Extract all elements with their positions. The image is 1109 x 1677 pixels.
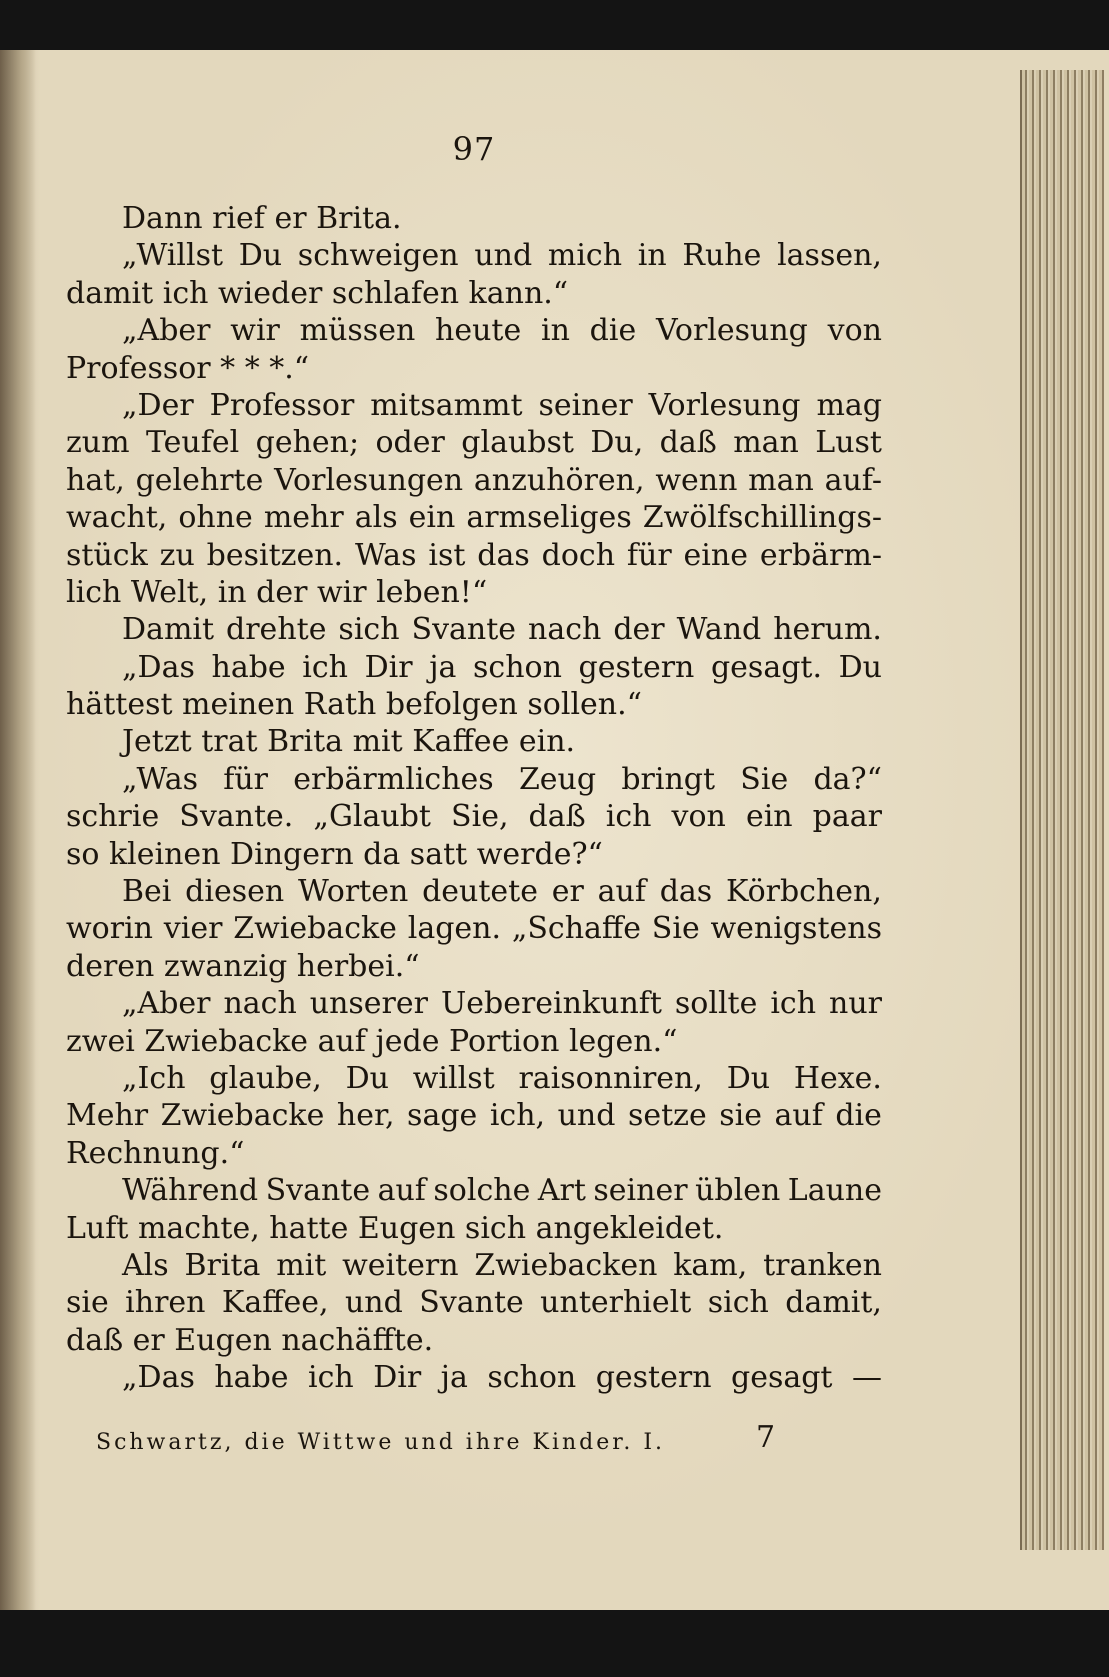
line-text: daß er Eugen nachäffte. bbox=[66, 1322, 434, 1358]
text-line bbox=[66, 985, 882, 1022]
text-line bbox=[66, 948, 882, 985]
word: Körbchen, bbox=[725, 874, 882, 910]
word: Teufel bbox=[145, 425, 240, 461]
word: Svante bbox=[419, 1285, 524, 1321]
word: Vorlesung bbox=[648, 387, 801, 423]
word: „Aber bbox=[122, 986, 211, 1022]
word: und bbox=[557, 1098, 616, 1134]
word: bringt bbox=[621, 761, 716, 797]
word: sie bbox=[66, 1285, 109, 1321]
word: ihren bbox=[125, 1285, 206, 1321]
word: „Aber bbox=[122, 313, 211, 349]
word: Zeug bbox=[518, 761, 597, 797]
word: Mehr bbox=[66, 1098, 149, 1134]
word: erbärmliches bbox=[293, 761, 494, 797]
text-line bbox=[66, 1023, 882, 1060]
line-text: Dann rief er Brita. bbox=[122, 201, 402, 236]
line-text: deren zwanzig herbei.“ bbox=[66, 948, 420, 984]
word: „Willst bbox=[122, 238, 224, 274]
word: anzuhören, bbox=[473, 462, 645, 498]
word: oder bbox=[375, 425, 445, 461]
text-line bbox=[66, 424, 882, 461]
word: erbärm- bbox=[759, 537, 882, 573]
word: „Das bbox=[122, 649, 195, 685]
word: da?“ bbox=[813, 761, 882, 797]
word: ich bbox=[770, 986, 817, 1022]
word: Ruhe bbox=[682, 238, 762, 274]
word: Damit bbox=[122, 612, 215, 648]
text-line bbox=[66, 387, 882, 424]
word: Laune bbox=[787, 1173, 882, 1209]
word: unterhielt bbox=[540, 1285, 692, 1321]
word: er bbox=[551, 874, 584, 910]
word: Zwiebacke bbox=[233, 911, 397, 947]
word: diesen bbox=[185, 874, 285, 910]
word: auf bbox=[377, 1173, 426, 1209]
word: und bbox=[344, 1285, 403, 1321]
word: eine bbox=[683, 537, 748, 573]
text-line bbox=[66, 873, 882, 910]
word: gesagt bbox=[730, 1360, 833, 1396]
text-line bbox=[66, 574, 882, 611]
word: ich bbox=[605, 799, 652, 835]
word: Zwiebacken bbox=[474, 1247, 658, 1283]
word: willst bbox=[412, 1060, 495, 1096]
word: Du bbox=[726, 1060, 771, 1096]
text-line bbox=[66, 1322, 882, 1359]
text-line bbox=[66, 499, 882, 536]
word: mich bbox=[547, 238, 623, 274]
word: Dir bbox=[364, 649, 413, 685]
word: habe bbox=[211, 649, 286, 685]
text-line bbox=[66, 761, 882, 798]
word: raisonniren, bbox=[518, 1060, 703, 1096]
word: damit, bbox=[785, 1285, 882, 1321]
word: Uebereinkunft bbox=[440, 986, 662, 1022]
word: Worten bbox=[297, 874, 409, 910]
word: — bbox=[851, 1360, 882, 1396]
word: Wand bbox=[676, 612, 762, 648]
word: Als bbox=[122, 1247, 169, 1283]
word: nur bbox=[829, 986, 882, 1022]
text-line bbox=[66, 237, 882, 274]
text-line bbox=[66, 649, 882, 686]
line-text: hättest meinen Rath befolgen sollen.“ bbox=[66, 687, 642, 723]
word: herum. bbox=[773, 612, 882, 648]
word: sage bbox=[407, 1098, 478, 1134]
word: schon bbox=[487, 1360, 577, 1396]
line-text: damit ich wieder schlafen kann.“ bbox=[66, 275, 569, 311]
line-text: zwei Zwiebacke auf jede Portion legen.“ bbox=[66, 1023, 678, 1059]
word: Vorlesung bbox=[655, 313, 808, 349]
word: hat, bbox=[66, 462, 125, 498]
text-line bbox=[66, 1060, 882, 1097]
word: Während bbox=[122, 1173, 259, 1209]
word: Lust bbox=[815, 425, 882, 461]
text-line bbox=[66, 723, 882, 760]
word: doch bbox=[541, 537, 616, 573]
word: sich bbox=[338, 612, 400, 648]
word: ich, bbox=[489, 1098, 546, 1134]
line-text: so kleinen Dingern da satt werde?“ bbox=[66, 836, 603, 872]
word: glaubst bbox=[461, 425, 574, 461]
word: wenn bbox=[655, 462, 738, 498]
word: zu bbox=[159, 537, 195, 573]
word: heute bbox=[435, 313, 522, 349]
word: nach bbox=[223, 986, 297, 1022]
text-line bbox=[66, 686, 882, 723]
word: Professor bbox=[209, 387, 355, 423]
word: seiner bbox=[538, 387, 633, 423]
word: Du bbox=[838, 649, 882, 685]
word: daß bbox=[528, 799, 586, 835]
word: ein bbox=[408, 500, 456, 536]
word: auf- bbox=[824, 462, 882, 498]
word: wenigstens bbox=[710, 911, 882, 947]
word: gelehrte bbox=[135, 462, 264, 498]
word: üblen bbox=[695, 1173, 781, 1209]
word: Brita bbox=[184, 1247, 261, 1283]
word: auf bbox=[597, 874, 646, 910]
word: ein bbox=[745, 799, 793, 835]
word: müssen bbox=[299, 313, 416, 349]
text-line bbox=[66, 611, 882, 648]
word: drehte bbox=[226, 612, 327, 648]
word: „Ich bbox=[122, 1060, 186, 1096]
text-line bbox=[66, 910, 882, 947]
word: der bbox=[613, 612, 665, 648]
word: zum bbox=[66, 425, 130, 461]
word: armseliges bbox=[466, 500, 632, 536]
word: Bei bbox=[122, 874, 172, 910]
word: solche bbox=[433, 1173, 531, 1209]
word: sollte bbox=[674, 986, 758, 1022]
word: gestern bbox=[595, 1360, 712, 1396]
word: wir bbox=[230, 313, 280, 349]
word: vier bbox=[163, 911, 223, 947]
word: Du, bbox=[590, 425, 644, 461]
text-line bbox=[66, 312, 882, 349]
text-line bbox=[66, 200, 882, 237]
word: gesagt. bbox=[710, 649, 823, 685]
text-line bbox=[66, 798, 882, 835]
word: „Der bbox=[122, 387, 194, 423]
word: „Glaubt bbox=[313, 799, 431, 835]
word: Du bbox=[345, 1060, 389, 1096]
word: gehen; bbox=[255, 425, 360, 461]
word: Sie bbox=[740, 761, 789, 797]
line-text: Jetzt trat Brita mit Kaffee ein. bbox=[122, 724, 576, 760]
word: „Das bbox=[122, 1360, 195, 1396]
text-line bbox=[66, 537, 882, 574]
word: Zwiebacke bbox=[160, 1098, 325, 1134]
word: mit bbox=[276, 1247, 327, 1283]
word: von bbox=[671, 799, 726, 835]
word: stück bbox=[66, 537, 148, 573]
word: ich bbox=[308, 1360, 354, 1396]
line-text: Luft machte, hatte Eugen sich angekleidet. bbox=[66, 1210, 724, 1246]
word: ohne bbox=[178, 500, 253, 536]
word: die bbox=[589, 313, 637, 349]
word: her, bbox=[336, 1098, 395, 1134]
word: von bbox=[827, 313, 882, 349]
word: in bbox=[541, 313, 570, 349]
signature-mark: 7 bbox=[756, 1420, 776, 1455]
word: habe bbox=[214, 1360, 289, 1396]
word: für bbox=[626, 537, 672, 573]
word: und bbox=[474, 238, 533, 274]
word: Hexe. bbox=[793, 1060, 882, 1096]
word: Sie bbox=[651, 911, 700, 947]
word: deutete bbox=[422, 874, 538, 910]
text-line bbox=[66, 1097, 882, 1134]
word: tranken bbox=[763, 1247, 882, 1283]
text-line bbox=[66, 1359, 882, 1396]
word: gestern bbox=[578, 649, 695, 685]
text-lines bbox=[66, 200, 882, 1397]
word: „Was bbox=[122, 761, 198, 797]
word: worin bbox=[66, 911, 153, 947]
word: die bbox=[835, 1098, 882, 1134]
text-line bbox=[66, 1284, 882, 1321]
word: schweigen bbox=[297, 238, 459, 274]
word: unserer bbox=[309, 986, 428, 1022]
word: Svante bbox=[265, 1173, 371, 1209]
word: Kaffee, bbox=[221, 1285, 329, 1321]
word: man bbox=[748, 462, 814, 498]
word: glaube, bbox=[209, 1060, 322, 1096]
page-number: 97 bbox=[452, 130, 496, 168]
word: das bbox=[659, 874, 713, 910]
text-line bbox=[66, 275, 882, 312]
word: Vorlesungen bbox=[274, 462, 464, 498]
text-line bbox=[66, 836, 882, 873]
word: wacht, bbox=[66, 500, 168, 536]
text-line bbox=[66, 1247, 882, 1284]
text-line bbox=[66, 462, 882, 499]
word: kam, bbox=[673, 1247, 748, 1283]
word: sie bbox=[719, 1098, 762, 1134]
word: Art bbox=[537, 1173, 586, 1209]
word: „Schaffe bbox=[511, 911, 641, 947]
text-line bbox=[66, 1172, 882, 1209]
line-text: Professor * * *.“ bbox=[66, 350, 310, 386]
word: Svante. bbox=[179, 799, 294, 835]
line-text: lich Welt, in der wir leben!“ bbox=[66, 574, 488, 610]
word: mehr bbox=[263, 500, 344, 536]
word: nach bbox=[528, 612, 602, 648]
word: Du bbox=[238, 238, 283, 274]
word: Svante bbox=[411, 612, 517, 648]
word: man bbox=[733, 425, 799, 461]
line-text: Rechnung.“ bbox=[66, 1135, 245, 1171]
word: paar bbox=[812, 799, 882, 835]
word: mag bbox=[816, 387, 882, 423]
word: Was bbox=[354, 537, 417, 573]
running-footer: Schwartz, die Wittwe und ihre Kinder. I. bbox=[96, 1430, 666, 1455]
word: mitsammt bbox=[370, 387, 523, 423]
word: lagen. bbox=[407, 911, 502, 947]
word: setze bbox=[627, 1098, 707, 1134]
word: schon bbox=[473, 649, 562, 685]
word: auf bbox=[774, 1098, 823, 1134]
text-line bbox=[66, 350, 882, 387]
word: besitzen. bbox=[206, 537, 344, 573]
word: ja bbox=[440, 1360, 468, 1396]
word: schrie bbox=[66, 799, 160, 835]
word: als bbox=[354, 500, 398, 536]
text-line bbox=[66, 1135, 882, 1172]
word: daß bbox=[659, 425, 717, 461]
word: seiner bbox=[593, 1173, 688, 1209]
word: in bbox=[637, 238, 667, 274]
word: das bbox=[477, 537, 530, 573]
word: ist bbox=[428, 537, 466, 573]
word: Zwölfschillings- bbox=[642, 500, 882, 536]
word: Sie, bbox=[451, 799, 509, 835]
text-line bbox=[66, 1210, 882, 1247]
word: sich bbox=[707, 1285, 769, 1321]
word: ja bbox=[429, 649, 457, 685]
book-gutter bbox=[0, 50, 36, 1610]
word: Dir bbox=[373, 1360, 422, 1396]
page-edges bbox=[1020, 70, 1104, 1550]
word: für bbox=[223, 761, 268, 797]
word: weitern bbox=[342, 1247, 459, 1283]
word: ich bbox=[302, 649, 348, 685]
word: lassen, bbox=[777, 238, 882, 274]
